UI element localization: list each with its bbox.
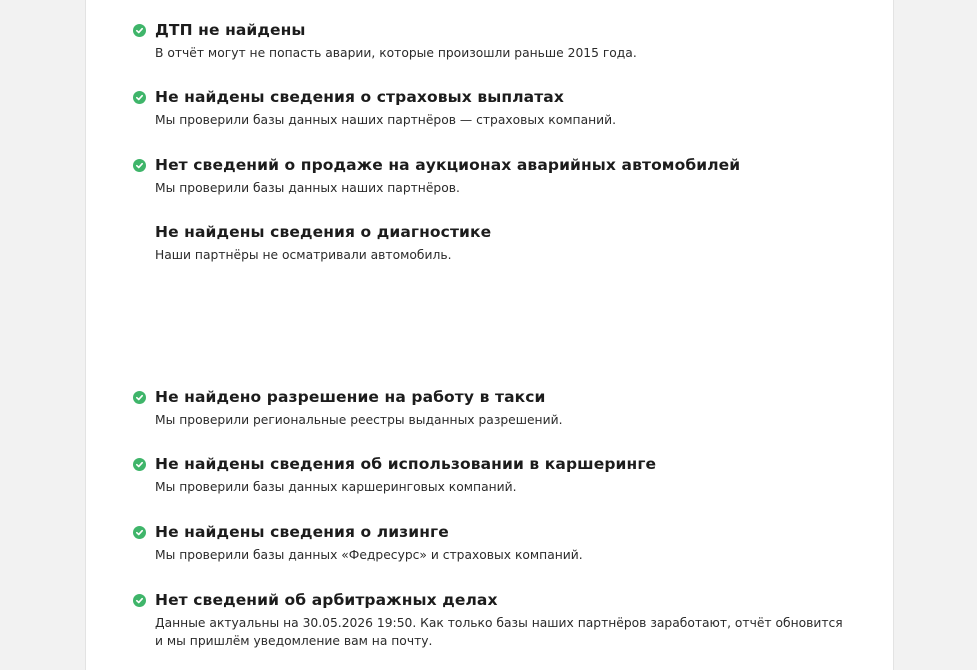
item-description: Мы проверили базы данных наших партнёров — страховых компаний. [155,113,617,127]
item-title: Нет сведений об арбитражных делах [155,591,498,609]
item-header [133,589,833,611]
check-circle-icon [133,526,146,539]
report-item-insurance-payments [133,86,833,129]
item-header [133,521,833,543]
item-header [133,386,833,408]
report-item-leasing [133,521,833,564]
check-circle-icon [133,391,146,404]
check-circle-icon [133,91,146,104]
item-header [133,154,833,176]
report-item-arbitration [133,589,843,650]
item-description: В отчёт могут не попасть аварии, которые произошли раньше 2015 года. [155,46,637,60]
item-title: Не найдены сведения о лизинге [155,523,449,541]
check-circle-icon [133,159,146,172]
report-item-auctions [133,154,833,197]
item-description-line: Данные актуальны на 30.05.2026 19:50. Как только базы наших партнёров заработают, отчёт обновится [155,616,843,630]
empty-icon-slot [133,226,146,239]
item-description: Мы проверили региональные реестры выданных разрешений. [155,413,563,427]
item-title: ДТП не найдены [155,21,306,39]
item-description-line: и мы пришлём уведомление вам на почту. [155,634,433,648]
report-item-carsharing [133,453,833,496]
item-title: Не найдены сведения о диагностике [155,223,492,241]
item-title: Не найдены сведения о страховых выплатах [155,88,564,106]
check-circle-icon [133,24,146,37]
report-item-taxi [133,386,833,429]
item-description: Наши партнёры не осматривали автомобиль. [155,248,452,262]
item-description [155,614,843,650]
item-description: Мы проверили базы данных наших партнёров. [155,181,460,195]
item-description: Мы проверили базы данных «Федресурс» и страховых компаний. [155,548,583,562]
item-title: Не найдено разрешение на работу в такси [155,388,546,406]
item-header [133,221,833,243]
report-item-diagnostics [133,221,833,264]
item-title: Нет сведений о продаже на аукционах аварийных автомобилей [155,156,741,174]
item-header [133,86,833,108]
check-circle-icon [133,594,146,607]
report-item-accidents [133,19,833,62]
item-description: Мы проверили базы данных каршеринговых компаний. [155,480,517,494]
item-header [133,453,833,475]
check-circle-icon [133,458,146,471]
item-header [133,19,833,41]
item-title: Не найдены сведения об использовании в каршеринге [155,455,657,473]
